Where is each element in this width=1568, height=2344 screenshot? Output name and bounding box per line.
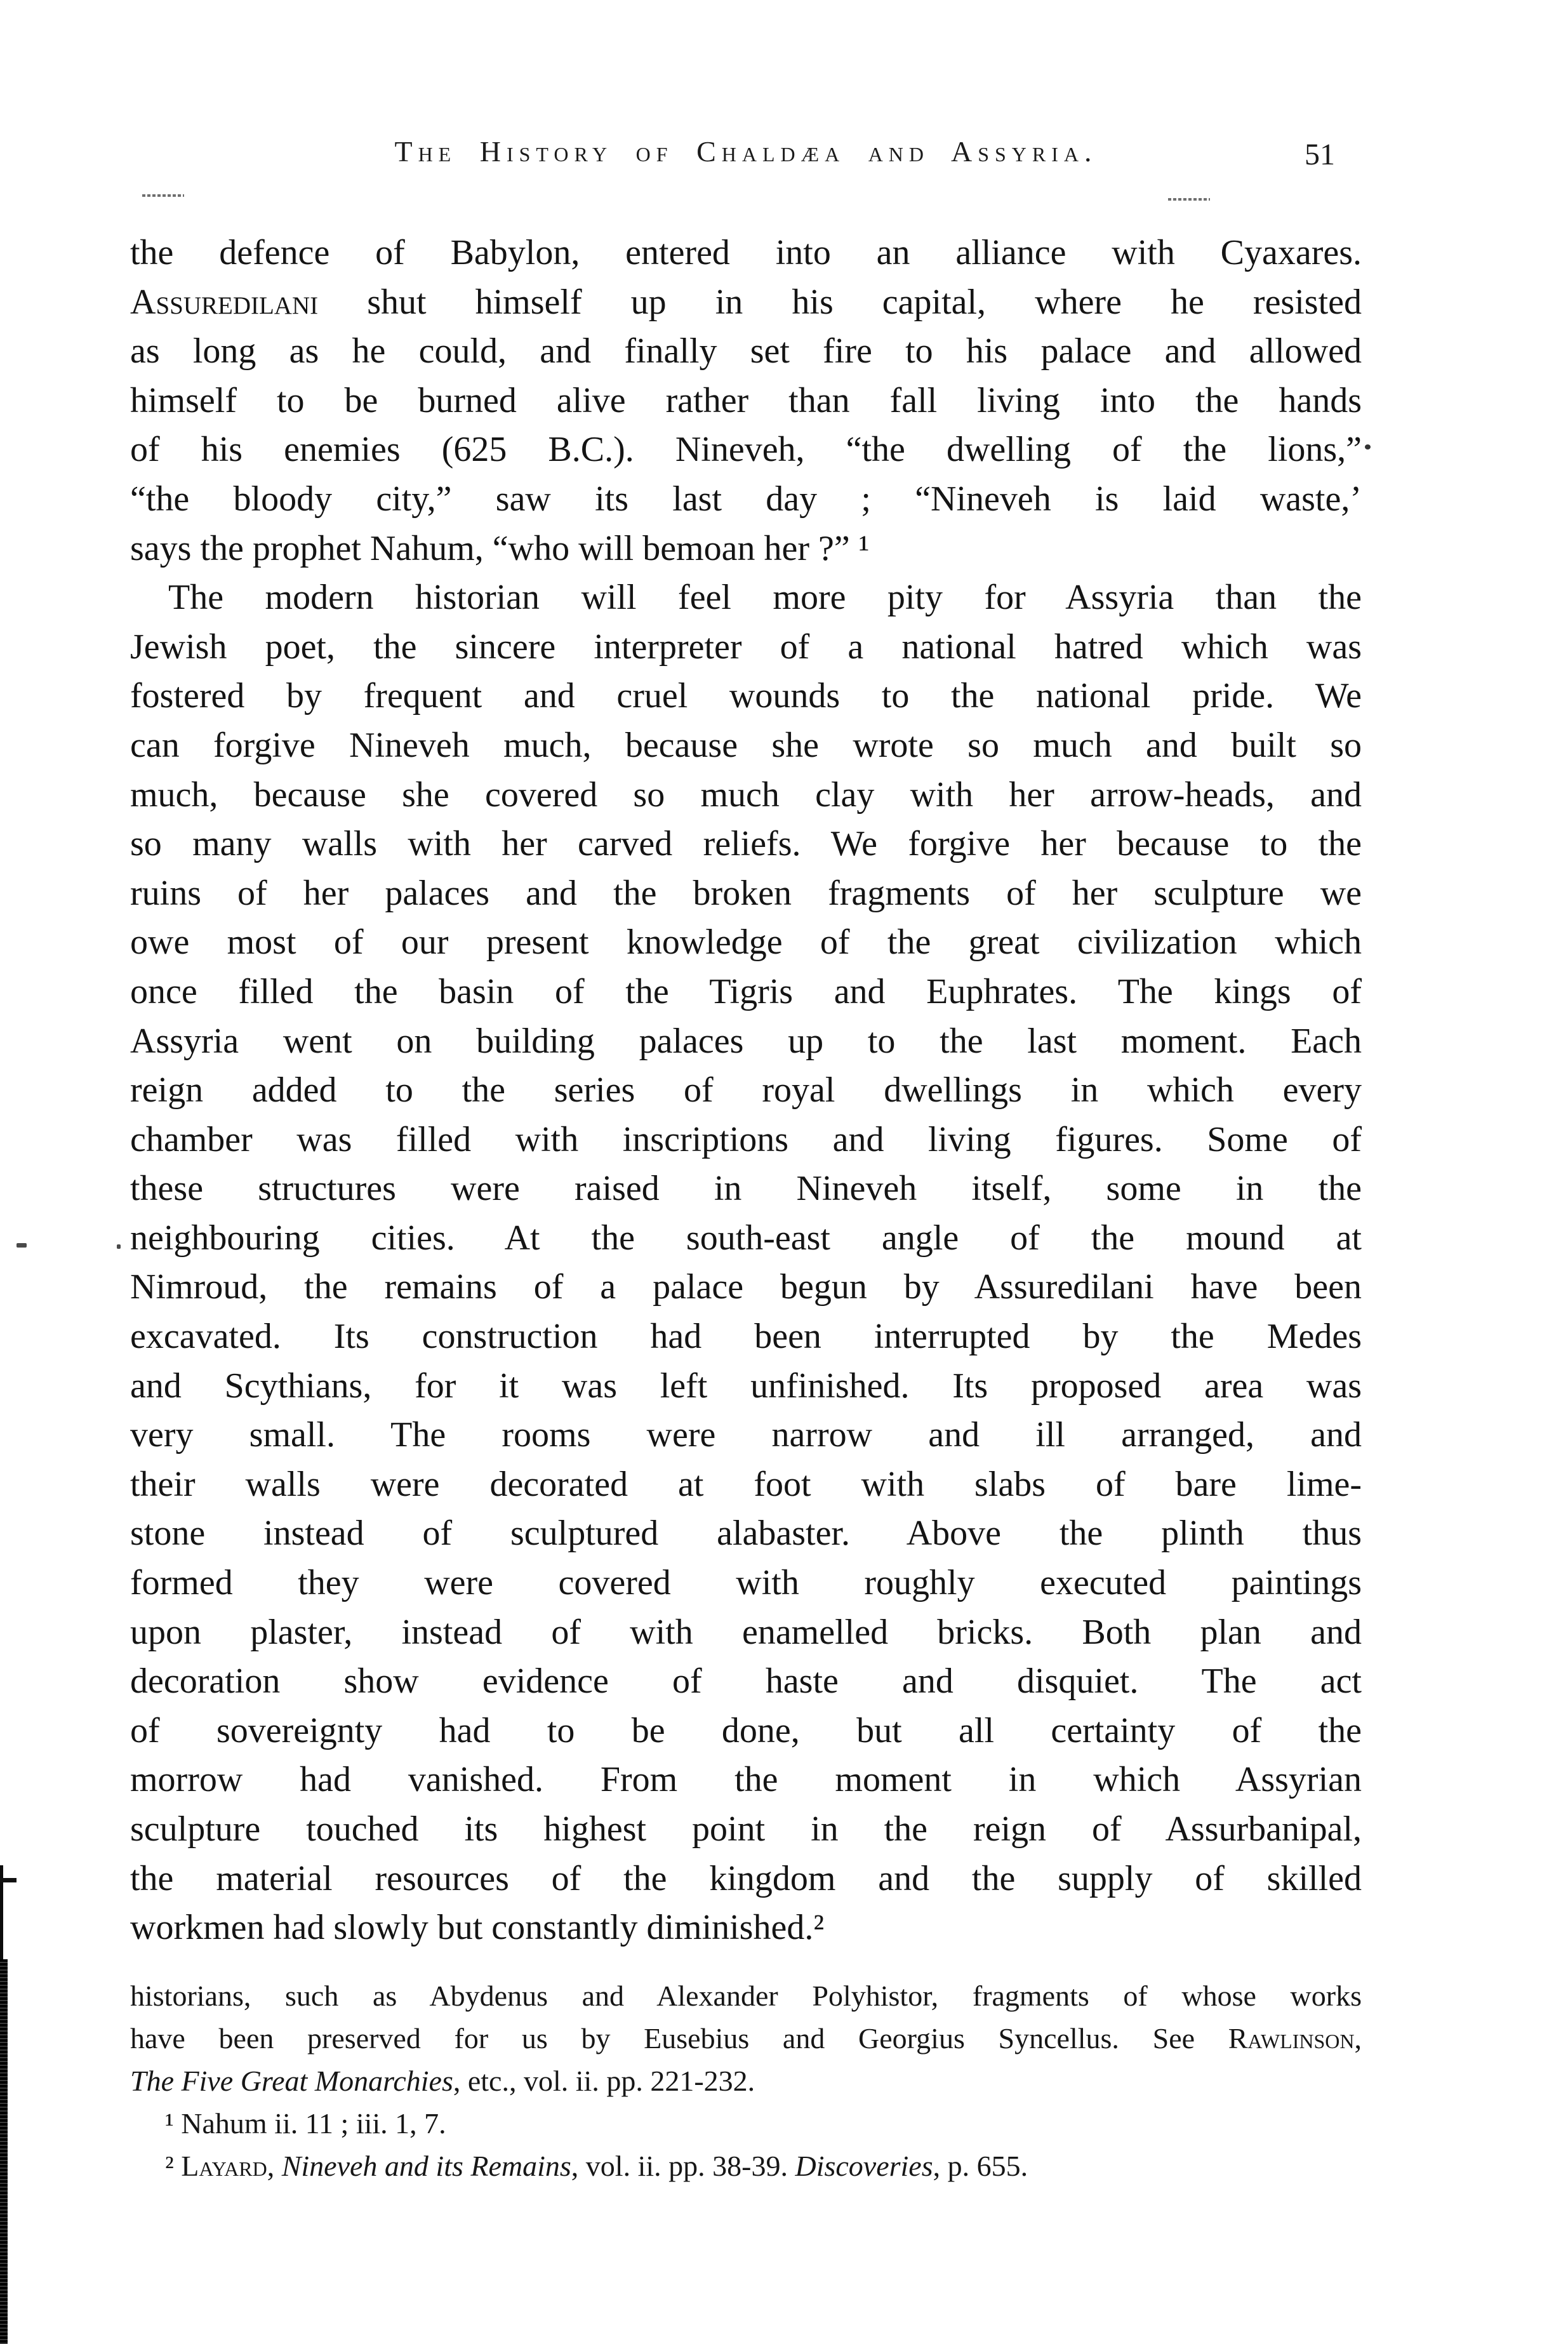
footnotes-block [130,1974,1362,2187]
text-line: says the prophet Nahum, “who will bemoan her ?” ¹ [130,528,870,568]
text-line: Jewish poet, the sincere interpreter of a national hatred which was [130,627,1362,667]
text-line: neighbouring cities. At the south-east angle of the mound at [130,1218,1362,1258]
text-line [130,278,1362,328]
text-span: , [1354,2022,1362,2054]
text-line: reign added to the series of royal dwellings in which every [130,1070,1362,1110]
text-line: The modern historian will feel more pity for Assyria than the [168,578,1362,618]
text-span: , p. 655. [933,2150,1028,2182]
text-line: the defence of Babylon, entered into an alliance with Cyaxares. [130,233,1362,272]
book-title-italic: Discoveries [795,2150,933,2182]
text-line: as long as he could, and finally set fire to his palace and allowed [130,331,1362,371]
text-line: their walls were decorated at foot with slabs of bare lime- [130,1464,1362,1504]
scan-artifact-gutter-tick [0,1878,17,1882]
text-line: workmen had slowly but constantly diminished.² [130,1908,825,1948]
text-line: chamber was filled with inscriptions and living figures. Some of [130,1119,1362,1159]
text-span: , vol. ii. pp. 38-39. [571,2150,795,2182]
running-title: The History of Chaldæa and Assyria. [394,135,1098,168]
text-line: himself to be burned alive rather than fall living into the hands [130,380,1362,420]
text-line: once filled the basin of the Tigris and Euphrates. The kings of [130,971,1362,1011]
text-line: very small. The rooms were narrow and ill arranged, and [130,1415,1362,1455]
small-caps-name: Layard [181,2150,267,2182]
scan-artifact-speck [117,1244,121,1249]
page-number: 51 [1305,138,1335,171]
text-line: fostered by frequent and cruel wounds to the national pride. We [130,676,1362,716]
text-line: the material resources of the kingdom and the supply of skilled [130,1858,1362,1898]
text-line: ruins of her palaces and the broken fragments of her sculpture we [130,873,1362,913]
text-line: formed they were covered with roughly executed paintings [130,1563,1362,1603]
text-line: of sovereignty had to be done, but all certainty of the [130,1710,1362,1750]
text-span: have been preserved for us by Eusebius and Georgius Syncellus. See [130,2022,1228,2054]
text-line: “the bloody city,” saw its last day ; “Nineveh is laid waste,’ [130,479,1362,519]
text-line: Nimroud, the remains of a palace begun by Assuredilani have been [130,1267,1362,1307]
text-span: , [267,2150,282,2182]
footnote-marker: ² [165,2150,182,2182]
text-line: upon plaster, instead of with enamelled bricks. Both plan and [130,1612,1362,1652]
book-title-italic: Nineveh and its Remains [281,2150,571,2182]
scan-artifact-dash-right [1168,198,1210,201]
footnote-line [130,2145,1362,2187]
scan-artifact-gutter-strip [0,1959,8,2344]
text-line: owe most of our present knowledge of the great civilization which [130,922,1362,962]
text-line: sculpture touched its highest point in the reign of Assurbanipal, [130,1809,1362,1849]
small-caps-name: Assuredilani [130,282,319,322]
text-span: shut himself up in his capital, where he resisted [318,282,1362,322]
scan-artifact-speck [1365,444,1371,449]
footnote-line [130,2060,1362,2102]
body-text [130,229,1362,1953]
text-line: decoration show evidence of haste and disquiet. The act [130,1661,1362,1701]
text-line: Assyria went on building palaces up to the last moment. Each [130,1021,1362,1061]
small-caps-name: Rawlinson [1228,2022,1355,2054]
text-line: so many walls with her carved reliefs. We forgive her because to the [130,824,1362,864]
book-title-italic: The Five Great Monarchies [130,2065,453,2097]
text-line: excavated. Its construction had been interrupted by the Medes [130,1317,1362,1357]
text-span: , etc., vol. ii. pp. 221-232. [453,2065,755,2097]
text-line: can forgive Nineveh much, because she wrote so much and built so [130,725,1362,765]
footnote-line: ¹ Nahum ii. 11 ; iii. 1, 7. [165,2107,446,2140]
footnote-line [130,2017,1362,2060]
text-line: much, because she covered so much clay with her arrow-heads, and [130,775,1362,815]
text-line: of his enemies (625 B.C.). Nineveh, “the dwelling of the lions,” [130,430,1362,470]
scan-artifact-speck [17,1243,27,1248]
scan-artifact-dash-left [142,194,184,197]
text-line: these structures were raised in Nineveh itself, some in the [130,1169,1362,1209]
text-line: stone instead of sculptured alabaster. Above the plinth thus [130,1514,1362,1554]
footnote-line: historians, such as Abydenus and Alexander Polyhistor, fragments of whose works [130,1980,1362,2012]
text-line: and Scythians, for it was left unfinished. Its proposed area was [130,1366,1362,1406]
text-line: morrow had vanished. From the moment in which Assyrian [130,1760,1362,1800]
